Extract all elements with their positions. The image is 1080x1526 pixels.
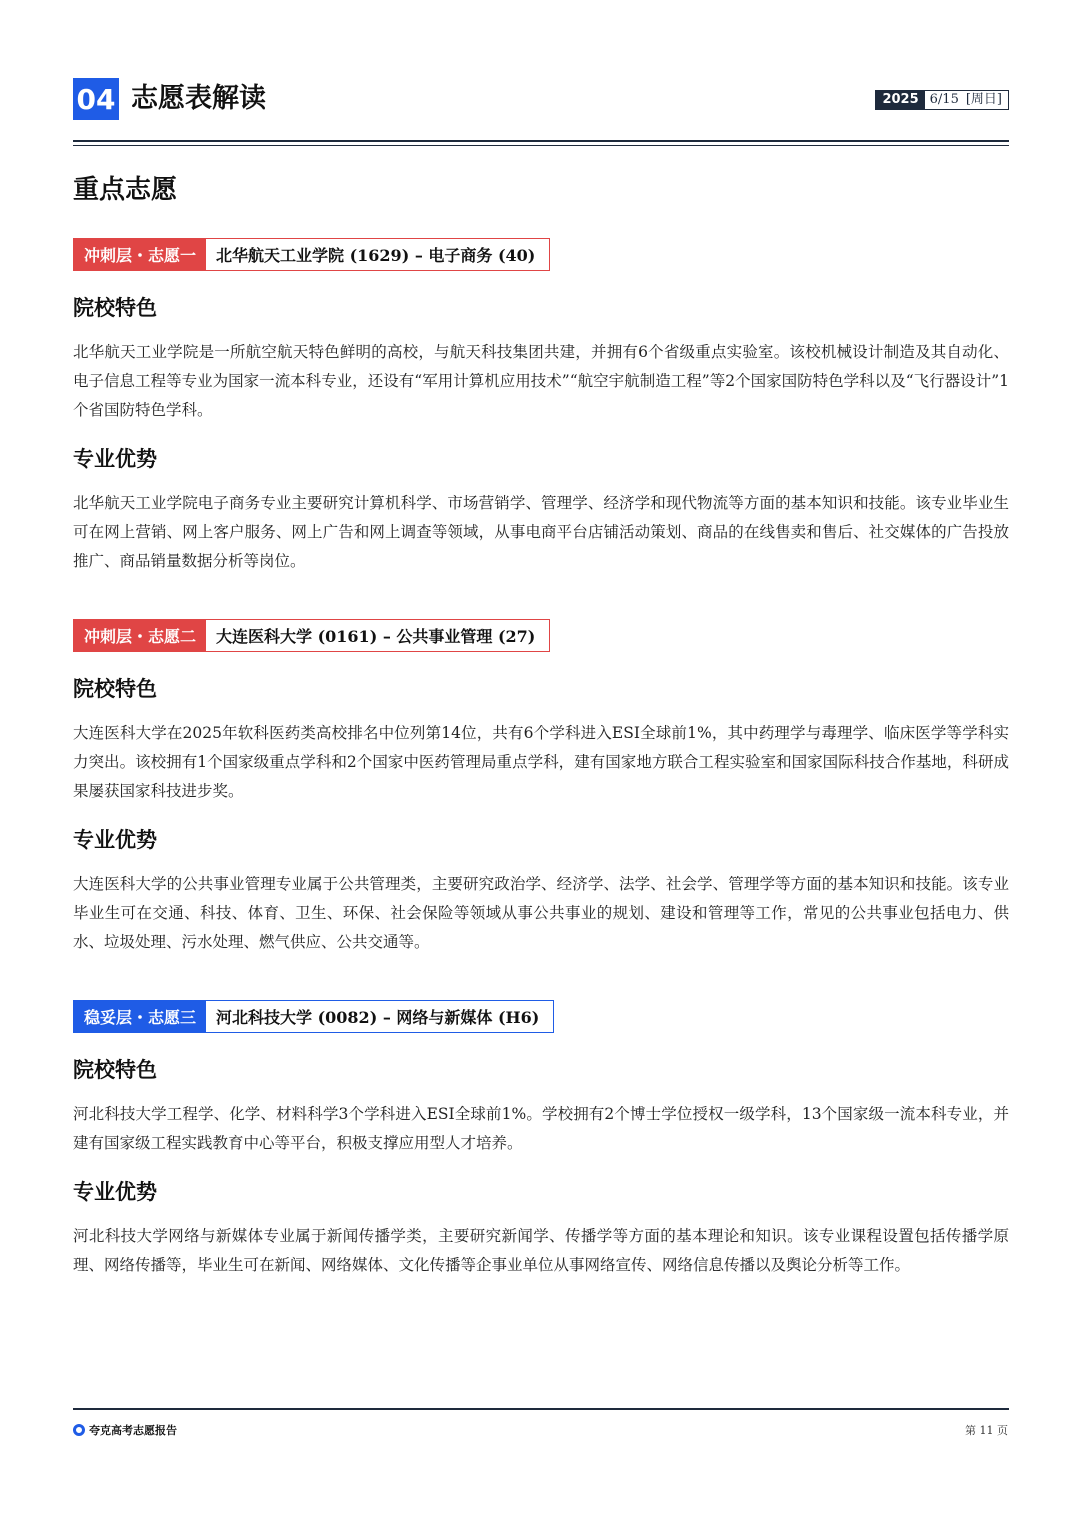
feature-text: 北华航天工业学院是一所航空航天特色鲜明的高校，与航天科技集团共建，并拥有6个省级重点实验室。该校机械设计制造及其自动化、电子信息工程等专业为国家一流本科专业，还设有“军用计算机应用技术”“航空宇航制造工程”等2个国家国防特色学科以及“飞行器设计”1个省国防特色学科。 bbox=[73, 343, 1009, 419]
major-heading: 专业优势 bbox=[73, 827, 157, 852]
date-weekday: [周日] bbox=[965, 92, 1002, 107]
tier-label: 冲刺层・志愿一 bbox=[74, 239, 206, 270]
header-divider-thin bbox=[73, 145, 1009, 146]
brand-name: 夸克高考志愿报告 bbox=[89, 1424, 177, 1437]
major-text: 河北科技大学网络与新媒体专业属于新闻传播学类，主要研究新闻学、传播学等方面的基本理论和知识。该专业课程设置包括传播学原理、网络传播等，毕业生可在新闻、网络媒体、文化传播等企事业单位从事网络宣传、网络信息传播以及舆论分析等工作。 bbox=[73, 1227, 1009, 1274]
feature-heading: 院校特色 bbox=[73, 1057, 157, 1082]
date-day: 6/15 bbox=[929, 92, 959, 107]
footer-divider bbox=[73, 1408, 1009, 1410]
brand-logo-icon bbox=[73, 1424, 85, 1436]
school-major-label: 大连医科大学 (0161) – 公共事业管理 (27) bbox=[206, 620, 549, 651]
major-text: 北华航天工业学院电子商务专业主要研究计算机科学、市场营销学、管理学、经济学和现代物流等方面的基本知识和技能。该专业毕业生可在网上营销、网上客户服务、网上广告和网上调查等领域，从事电商平台店铺活动策划、商品的在线售卖和售后、社交媒体的广告投放推广、商品销量数据分析等岗位。 bbox=[73, 494, 1009, 570]
footer-brand bbox=[73, 1422, 177, 1438]
major-text: 大连医科大学的公共事业管理专业属于公共管理类，主要研究政治学、经济学、法学、社会学、管理学等方面的基本知识和技能。该专业毕业生可在交通、科技、体育、卫生、环保、社会保险等领域从事公共事业的规划、建设和管理等工作，常见的公共事业包括电力、供水、垃圾处理、污水处理、燃气供应、公共交通等。 bbox=[73, 875, 1009, 951]
date-badge bbox=[875, 90, 1009, 110]
school-major-label: 河北科技大学 (0082) – 网络与新媒体 (H6) bbox=[206, 1001, 553, 1032]
tier-label: 冲刺层・志愿二 bbox=[74, 620, 206, 651]
choice-tag-bar bbox=[73, 238, 550, 271]
choice-tag-bar bbox=[73, 1000, 554, 1033]
school-major-label: 北华航天工业学院 (1629) – 电子商务 (40) bbox=[206, 239, 549, 270]
feature-heading: 院校特色 bbox=[73, 295, 157, 320]
section-header bbox=[73, 78, 1009, 122]
tier-label: 稳妥层・志愿三 bbox=[74, 1001, 206, 1032]
section-title: 志愿表解读 bbox=[131, 83, 266, 114]
feature-text: 大连医科大学在2025年软科医药类高校排名中位列第14位，共有6个学科进入ESI全球前1%，其中药理学与毒理学、临床医学等学科实力突出。该校拥有1个国家级重点学科和2个国家中医药管理局重点学科，建有国家地方联合工程实验室和国家国际科技合作基地，科研成果屡获国家科技进步奖。 bbox=[73, 724, 1009, 800]
page-number: 第 11 页 bbox=[965, 1424, 1008, 1437]
major-heading: 专业优势 bbox=[73, 1179, 157, 1204]
choice-tag-bar bbox=[73, 619, 550, 652]
header-divider bbox=[73, 140, 1009, 142]
section-number-badge: 04 bbox=[73, 78, 119, 120]
major-heading: 专业优势 bbox=[73, 446, 157, 471]
page-title: 重点志愿 bbox=[73, 175, 178, 205]
date-year: 2025 bbox=[876, 91, 924, 109]
feature-text: 河北科技大学工程学、化学、材料科学3个学科进入ESI全球前1%。学校拥有2个博士学位授权一级学科，13个国家级一流本科专业，并建有国家级工程实践教育中心等平台，积极支撑应用型人才培养。 bbox=[73, 1105, 1009, 1152]
feature-heading: 院校特色 bbox=[73, 676, 157, 701]
